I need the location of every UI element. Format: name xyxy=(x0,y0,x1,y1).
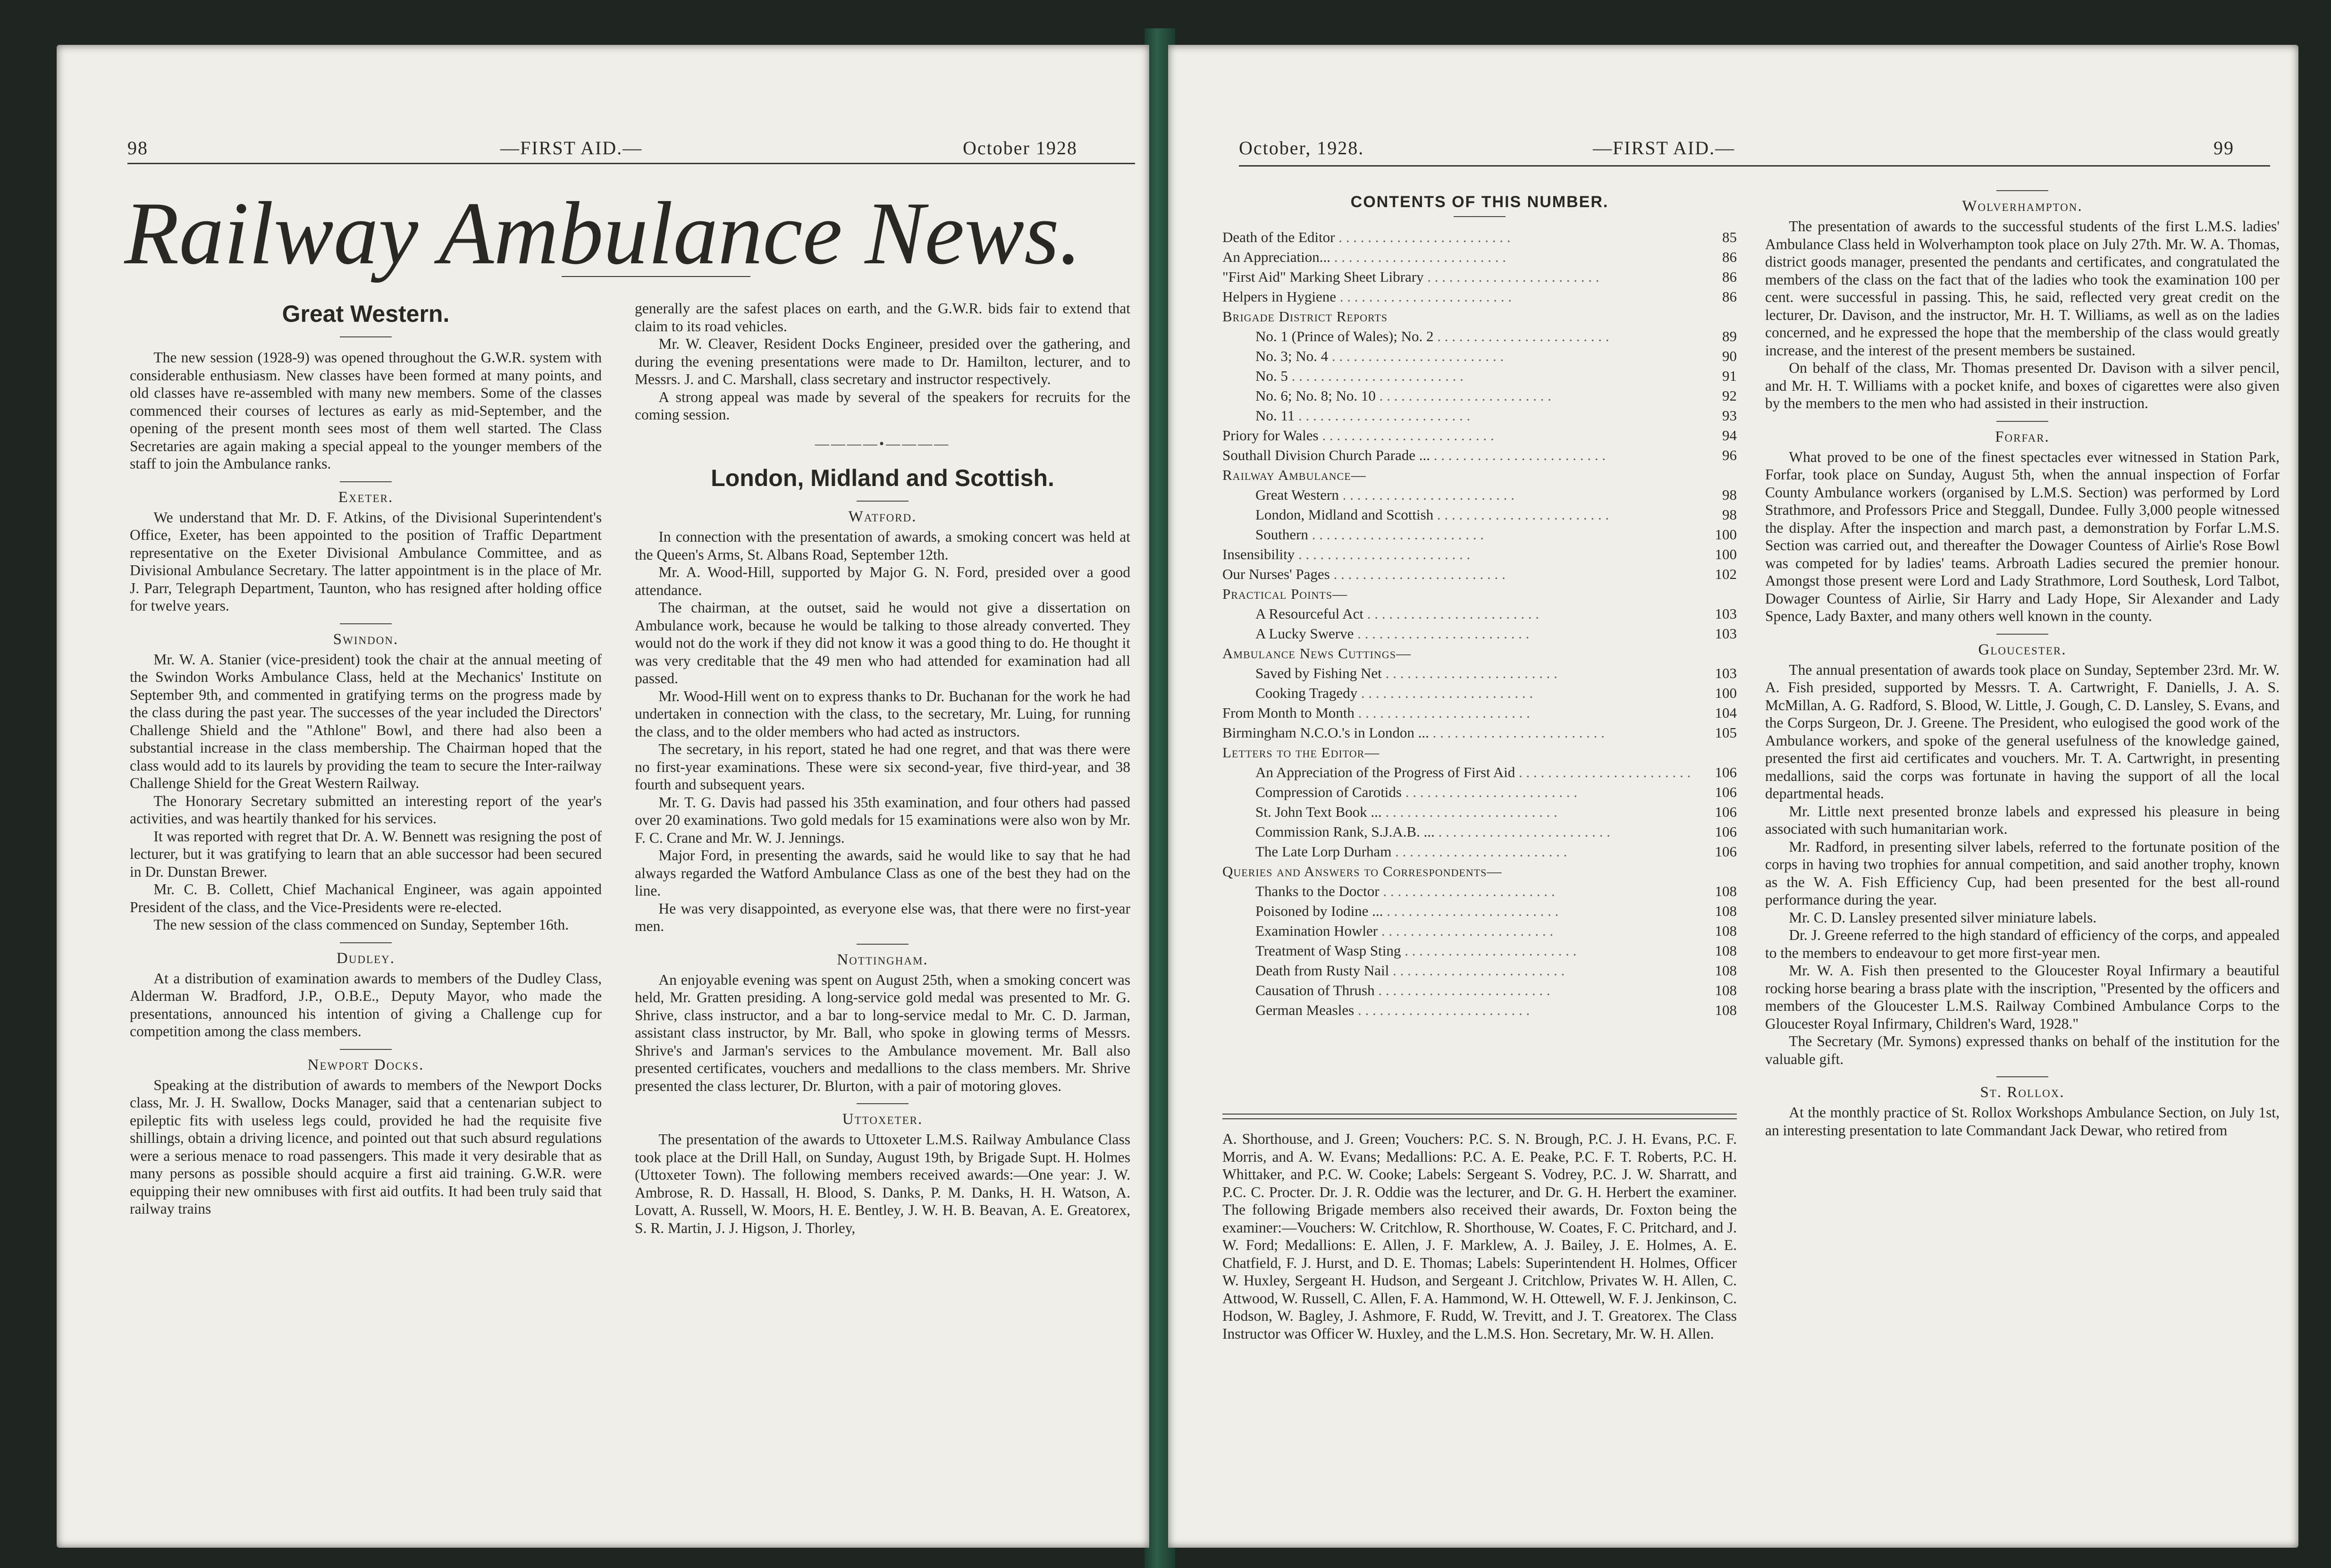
contents-entry-title: Insensibility . . xyxy=(1222,545,1694,564)
contents-entry-title: The Late Lorp Durham . . xyxy=(1222,842,1694,862)
contents-entry xyxy=(1222,703,1737,723)
contents-entry-page: 86 xyxy=(1722,288,1737,305)
contents-entry-title: Death of the Editor . . xyxy=(1222,227,1694,247)
contents-entry-page: 93 xyxy=(1722,407,1737,424)
masthead-rule xyxy=(562,276,750,277)
right-date: October, 1928. xyxy=(1239,137,1364,159)
article-paragraph: The secretary, in his report, stated he had one regret, and that was there were no first-year examinations. These were six second-year, five third-year, and 38 fourth and subsequent years. xyxy=(635,741,1130,793)
subsection-rule xyxy=(857,1103,909,1104)
contents-entry xyxy=(1222,584,1737,604)
contents-entry-title: Railway Ambulance— xyxy=(1222,466,1366,483)
article-paragraph: At a distribution of examination awards to members of the Dudley Class, Alderman W. Bradford, J.P., O.B.E., Deputy Mayor, who made the presentations, announced his intention of giving a Challenge cup for competition among the class members. xyxy=(130,970,602,1040)
article-paragraph: The Honorary Secretary submitted an interesting report of the year's activities, and was heartily thanked for his services. xyxy=(130,792,602,827)
article-paragraph: Mr. A. Wood-Hill, supported by Major G. N. Ford, presided over a good attendance. xyxy=(635,564,1130,598)
contents-entry-title: St. John Text Book ... . . xyxy=(1222,802,1694,822)
contents-entry xyxy=(1222,525,1737,545)
contents-entry xyxy=(1222,881,1737,901)
contents-entry-title: A Lucky Swerve . . xyxy=(1222,624,1694,644)
contents-entry-page: 106 xyxy=(1715,783,1737,800)
contents-entry-page: 108 xyxy=(1715,962,1737,979)
contents-entry xyxy=(1222,564,1737,584)
contents-entry xyxy=(1222,307,1737,327)
article-paragraph: The annual presentation of awards took place on Sunday, September 23rd. Mr. W. A. Fish presided, supported by Messrs. T. A. Cartwright, F. Daniells, J. A. S. McMillan, A. G. Radford, S. Blood, W. Little, J. Gough, C. D. Lansley, S. Evans, and the Corps Surgeon, Dr. J. Greene. The President, who eulogised the good work of the Ambulance workers, and spoke of the general usefulness of the knowledge gained, presented the first aid certificates and vouchers. Mr. T. A. Cartwright, in presenting medallions, said the corps was fortunate in having the support of all the local departmental heads. xyxy=(1765,661,2280,802)
contents-entry-title: No. 6; No. 8; No. 10 . . xyxy=(1222,386,1694,406)
contents-entry xyxy=(1222,624,1737,644)
contents-entry-page: 98 xyxy=(1722,506,1737,523)
subsection-heading: St. Rollox. xyxy=(1980,1084,2065,1101)
contents-entry-page: 92 xyxy=(1722,387,1737,404)
contents-entry-title: Treatment of Wasp Sting . . xyxy=(1222,941,1694,961)
contents-entry xyxy=(1222,327,1737,346)
left-date: October 1928 xyxy=(963,137,1077,159)
contents-entry xyxy=(1222,842,1737,862)
contents-entry xyxy=(1222,366,1737,386)
right-header-rule xyxy=(1239,165,2270,167)
subsection-heading: Newport Docks. xyxy=(307,1056,424,1073)
contents-entry xyxy=(1222,663,1737,683)
left-page-number: 98 xyxy=(127,137,148,159)
contents-entry-page xyxy=(1694,465,1737,485)
contents-entry-page xyxy=(1694,743,1737,763)
article-paragraph: The presentation of awards to the successful students of the first L.M.S. ladies' Ambulance Class held in Wolverhampton took place on July 27th. Mr. W. A. Thomas, district goods manager, presented the pendants and certificates, and congratulated the members of the class on the fact that of the ladies who took the examination 100 per cent. were successful in passing. This, he said, reflected very great credit on the lecturer, Dr. Davison, and the instructor, Mr. H. T. Williams, as well as on the ladies concerned, and he expressed the hope that the membership of the class would greatly increase, and the interest of the present members be sustained. xyxy=(1765,218,2280,359)
contents-entry-page: 100 xyxy=(1715,526,1737,543)
subsection-rule xyxy=(340,1049,392,1050)
contents-box xyxy=(1222,193,1737,1020)
section-rule xyxy=(340,336,392,337)
contents-entry xyxy=(1222,921,1737,941)
contents-entry-title: Our Nurses' Pages . . xyxy=(1222,564,1694,584)
contents-entry-title: Birmingham N.C.O.'s in London ... . . xyxy=(1222,723,1694,743)
article-paragraph: We understand that Mr. D. F. Atkins, of the Divisional Superintendent's Office, Exeter, has been appointed to the position of Traffic Department representative on the Exeter Divisional Ambulance Committee, and as Divisional Ambulance Secretary. The latter appointment is in the place of Mr. J. Parr, Telegraph Department, Taunton, who has resigned after holding office for twelve years. xyxy=(130,509,602,614)
article-paragraph: Mr. W. A. Stanier (vice-president) took the chair at the annual meeting of the Swindon Works Ambulance Class, held at the Mechanics' Institute on September 9th, and commented in gratifying terms on the progress made by the class during the past year. The successes of the year included the Directors' Challenge Shield and the "Athlone" Bowl, and there had also been a substantial increase in the class membership. The Chairman hoped that the class would add to its laurels by providing the team to secure the Inter-railway Challenge Shield for the Great Western Railway. xyxy=(130,651,602,791)
contents-entry-page: 85 xyxy=(1722,228,1737,245)
awards-list-paragraph: A. Shorthouse, and J. Green; Vouchers: P.C. S. N. Brough, P.C. J. H. Evans, P.C. F. Morris, and A. W. Evans; Medallions: P.C. A. E. Peake, P.C. F. T. Roberts, P.C. H. Whittaker, and P.C. W. Cooke; Labels: Sergeant S. Vodrey, P.C. J. W. Sharratt, and P.C. C. Procter. Dr. J. R. Oddie was the lecturer, and Dr. G. H. Herbert the examiner. The following Brigade members also received their awards, Dr. Foxton being the examiner:—Vouchers: W. Critchlow, R. Shorthouse, W. Coates, F. C. Pritchard, and J. W. Ford; Medallions: E. Allen, J. F. Marklew, A. J. Bailey, J. E. Holmes, A. E. Chatfield, F. J. Hurst, and D. E. Thomas; Labels: Superintendent H. Holmes, Officer W. Huxley, Sergeant H. Hudson, and Sergeant J. Critchlow, Privates W. H. Allen, C. Attwood, W. Russell, C. Allen, F. A. Hammond, W. H. Ottewell, W. F. J. Jenkinson, C. Hodson, W. Bagley, J. Ashmore, F. Rudd, W. Trevitt, and J. T. Greatorex. The Class Instructor was Officer W. Huxley, and the L.M.S. Hon. Secretary, Mr. W. H. Allen. xyxy=(1222,1131,1737,1342)
subsection-rule xyxy=(340,623,392,624)
left-column-2 xyxy=(635,300,1130,1237)
contents-list xyxy=(1222,227,1737,1020)
contents-entry-page: 96 xyxy=(1722,446,1737,463)
article-paragraph: A strong appeal was made by several of the speakers for recruits for the coming session. xyxy=(635,388,1130,423)
article-paragraph: The Secretary (Mr. Symons) expressed thanks on behalf of the institution for the valuable gift. xyxy=(1765,1033,2280,1067)
subsection-rule xyxy=(340,942,392,943)
right-column-1-continuation xyxy=(1222,1130,1737,1342)
contents-entry-title: Death from Rusty Nail . . xyxy=(1222,961,1694,981)
contents-entry-page: 108 xyxy=(1715,902,1737,919)
subsection-rule xyxy=(340,481,392,482)
subsection-heading: Exeter. xyxy=(338,488,394,506)
subsection-heading: Forfar. xyxy=(1995,428,2050,445)
contents-entry-title: Brigade District Reports xyxy=(1222,308,1388,325)
contents-entry xyxy=(1222,723,1737,743)
article-paragraph: Mr. Little next presented bronze labels and expressed his pleasure in being associated with such humanitarian work. xyxy=(1765,803,2280,837)
contents-entry-page: 91 xyxy=(1722,367,1737,384)
contents-entry xyxy=(1222,683,1737,703)
contents-entry-page: 104 xyxy=(1715,704,1737,721)
subsection-heading: Dudley. xyxy=(336,949,395,967)
contents-entry-page: 106 xyxy=(1715,763,1737,780)
contents-entry xyxy=(1222,862,1737,881)
left-header-rule xyxy=(127,163,1135,164)
subsection-heading: Uttoxeter. xyxy=(842,1111,923,1128)
contents-entry-title: A Resourceful Act . . xyxy=(1222,604,1694,624)
contents-entry-title: An Appreciation of the Progress of First Aid . . xyxy=(1222,763,1694,782)
contents-entry-title: No. 1 (Prince of Wales); No. 2 . . xyxy=(1222,327,1694,346)
contents-entry xyxy=(1222,445,1737,465)
contents-entry xyxy=(1222,247,1737,267)
contents-entry xyxy=(1222,901,1737,921)
contents-entry-title: Ambulance News Cuttings— xyxy=(1222,645,1411,662)
contents-entry xyxy=(1222,465,1737,485)
contents-entry xyxy=(1222,346,1737,366)
subsection-heading: Gloucester. xyxy=(1978,641,2067,658)
article-paragraph: At the monthly practice of St. Rollox Workshops Ambulance Section, on July 1st, an interesting presentation to late Commandant Jack Dewar, who retired from xyxy=(1765,1104,2280,1139)
subsection-rule xyxy=(1996,634,2048,635)
contents-entry-title: Examination Howler . . xyxy=(1222,921,1694,941)
contents-entry-title: Compression of Carotids . . xyxy=(1222,782,1694,802)
contents-entry-page: 108 xyxy=(1715,1001,1737,1018)
contents-bottom-rule-2 xyxy=(1222,1118,1737,1119)
article-paragraph: Mr. W. Cleaver, Resident Docks Engineer, presided over the gathering, and during the evening presentations were made to Dr. Hamilton, lecturer, and to Messrs. J. and C. Marshall, class secretary and instructor respectively. xyxy=(635,335,1130,387)
right-column-2 xyxy=(1765,182,2280,1139)
contents-entry xyxy=(1222,604,1737,624)
contents-bottom-rule xyxy=(1222,1114,1737,1115)
subsection-heading: Wolverhampton. xyxy=(1962,198,2083,215)
contents-entry-page: 106 xyxy=(1715,843,1737,860)
contents-entry-page: 108 xyxy=(1715,922,1737,939)
subsection-rule xyxy=(1996,190,2048,191)
section-heading: Great Western. xyxy=(282,301,450,327)
section-heading: London, Midland and Scottish. xyxy=(711,465,1054,491)
contents-entry-page xyxy=(1694,584,1737,604)
contents-entry-page: 108 xyxy=(1715,942,1737,959)
contents-entry xyxy=(1222,227,1737,247)
contents-entry-title: Helpers in Hygiene . . xyxy=(1222,287,1694,307)
article-paragraph: The presentation of the awards to Uttoxeter L.M.S. Railway Ambulance Class took place at the Drill Hall, on Sunday, August 19th, by Brigade Supt. H. Holmes (Uttoxeter Town). The following members received awards:—One year: J. W. Ambrose, R. D. Hassall, H. Blood, S. Danks, P. M. Danks, H. H. Watson, A. Lovatt, A. Russell, W. Moors, H. E. Bentley, J. W. H. B. Beavan, A. E. Greatorex, S. R. Martin, J. J. Higson, J. Thorley, xyxy=(635,1131,1130,1236)
contents-entry-page: 103 xyxy=(1715,605,1737,622)
contents-entry xyxy=(1222,941,1737,961)
contents-entry xyxy=(1222,981,1737,1000)
contents-entry-page: 103 xyxy=(1715,625,1737,642)
subsection-rule xyxy=(1996,421,2048,422)
article-paragraph: It was reported with regret that Dr. A. W. Bennett was resigning the post of lecturer, but it was gratifying to learn that an able successor had been secured in Dr. Dunstan Brewer. xyxy=(130,828,602,880)
article-paragraph: The new session of the class commenced on Sunday, September 16th. xyxy=(153,916,569,933)
contents-entry xyxy=(1222,267,1737,287)
contents-entry xyxy=(1222,763,1737,782)
article-paragraph: The chairman, at the outset, said he would not give a dissertation on Ambulance work, because he would be talking to those already converted. They would not do the work if they did not know it was a good thing to do. He thought it was very creditable that the 49 men who had attended for examination had all passed. xyxy=(635,599,1130,687)
article-paragraph: Mr. Radford, in presenting silver labels, referred to the fortunate position of the corps in having two trophies for annual competition, and said another trophy, known as the W. A. Fish Efficiency Cup, had been presented for the best all-round performance during the year. xyxy=(1765,838,2280,908)
left-column-1 xyxy=(130,300,602,1218)
contents-entry-page: 94 xyxy=(1722,427,1737,444)
subsection-heading: Watford. xyxy=(848,508,917,525)
contents-entry-page xyxy=(1694,862,1737,881)
left-running-title: —FIRST AID.— xyxy=(500,137,643,159)
contents-entry-page: 86 xyxy=(1722,268,1737,285)
article-paragraph: In connection with the presentation of awards, a smoking concert was held at the Queen's Arms, St. Albans Road, September 12th. xyxy=(635,528,1130,563)
contents-entry-page: 106 xyxy=(1715,823,1737,840)
contents-entry xyxy=(1222,545,1737,564)
contents-entry-page: 105 xyxy=(1715,724,1737,741)
section-divider: ————•———— xyxy=(815,436,951,452)
contents-entry-title: Southern . . xyxy=(1222,525,1694,545)
contents-entry xyxy=(1222,822,1737,842)
contents-entry xyxy=(1222,782,1737,802)
contents-entry xyxy=(1222,802,1737,822)
contents-entry-title: No. 5 . . xyxy=(1222,366,1694,386)
contents-entry xyxy=(1222,1000,1737,1020)
contents-entry xyxy=(1222,644,1737,663)
article-paragraph: An enjoyable evening was spent on August 25th, when a smoking concert was held, Mr. Gratten presiding. A long-service gold medal was presented to Mr. G. Shrive, class instructor, and a bar to long-service medal to Mr. C. D. Jarman, assistant class instructor, by Mr. Ball, who spoke in glowing terms of Messrs. Shrive's and Jarman's services to the Ambulance movement. Mr. Ball also presented certificates, vouchers and medallions to the class members. Mr. Shrive presented the class lecturer, Dr. Blurton, with a pair of motoring gloves. xyxy=(635,971,1130,1094)
article-paragraph: He was very disappointed, as everyone else was, that there were no first-year men. xyxy=(635,900,1130,934)
contents-entry xyxy=(1222,386,1737,406)
article-paragraph: generally are the safest places on earth, and the G.W.R. bids fair to extend that claim to its road vehicles. xyxy=(635,300,1130,335)
left-page xyxy=(57,45,1149,1548)
article-paragraph: Mr. C. B. Collett, Chief Machanical Engineer, was again appointed President of the class, and the Vice-Presidents were re-elected. xyxy=(130,881,602,915)
contents-entry-page: 106 xyxy=(1715,803,1737,820)
right-running-title: —FIRST AID.— xyxy=(1593,137,1735,159)
contents-entry xyxy=(1222,743,1737,763)
contents-entry-title: Great Western . . xyxy=(1222,485,1694,505)
subsection-heading: Nottingham. xyxy=(837,951,928,968)
contents-entry-title: Saved by Fishing Net . . xyxy=(1222,663,1694,683)
contents-entry xyxy=(1222,406,1737,426)
contents-entry-page: 102 xyxy=(1715,565,1737,582)
contents-entry-title: Poisoned by Iodine ... . . xyxy=(1222,901,1694,921)
contents-entry xyxy=(1222,287,1737,307)
contents-entry-title: Southall Division Church Parade ... . . xyxy=(1222,445,1694,465)
contents-entry-page: 86 xyxy=(1722,248,1737,265)
contents-entry-title: Priory for Wales . . xyxy=(1222,426,1694,445)
contents-entry-title: Cooking Tragedy . . xyxy=(1222,683,1694,703)
article-paragraph: Mr. T. G. Davis had passed his 35th examination, and four others had passed over 20 examinations. Two gold medals for 15 examinations were also won by Mr. F. C. Crane and Mr. W. J. Jennings. xyxy=(635,794,1130,846)
contents-entry-title: London, Midland and Scottish . . xyxy=(1222,505,1694,525)
contents-entry-page: 108 xyxy=(1715,882,1737,899)
contents-entry-page: 100 xyxy=(1715,684,1737,701)
article-paragraph: What proved to be one of the finest spectacles ever witnessed in Station Park, Forfar, took place on Sunday, August 5th, when the annual inspection of Forfar County Ambulance workers (organised by L.M.S. Section) was performed by Lord Strathmore, and Professors Price and Steggall, Dundee. Fully 3,000 people witnessed the display. After the inspection and march past, a demonstration by Forfar L.M.S. Section was carried out, and thereafter the Dowager Countess of Airlie's Rose Bowl was competed for by ladies' teams. Arbroath Ladies secured the premier honour. Amongst those present were Lord and Lady Strathmore, Lord Southesk, Lord Talbot, Dowager Countess of Airlie, Sir Harry and Lady Hope, Sir Alexander and Lady Spence, Lady Baxter, and many others well known in the county. xyxy=(1765,448,2280,624)
subsection-rule xyxy=(857,501,909,502)
article-paragraph: Major Ford, in presenting the awards, said he would like to say that he had always regarded the Watford Ambulance Class as one of the best they had on the line. xyxy=(635,847,1130,899)
contents-entry-page: 103 xyxy=(1715,664,1737,681)
contents-entry-title: An Appreciation... . . xyxy=(1222,247,1694,267)
subsection-rule xyxy=(1996,1076,2048,1077)
contents-entry xyxy=(1222,426,1737,445)
contents-entry-page xyxy=(1694,644,1737,663)
subsection-rule xyxy=(857,944,909,945)
contents-entry-title: Letters to the Editor— xyxy=(1222,744,1380,761)
article-paragraph: The new session (1928-9) was opened throughout the G.W.R. system with considerable enthusiasm. New classes have been formed at many points, and old classes have re-assembled with many new members. Some of the classes commenced their courses of lectures as early as mid-September, and the opening of the present month sees most of them well started. The Class Secretaries are again making a special appeal to the younger members of the staff to join the Ambulance ranks. xyxy=(130,349,602,472)
subsection-heading: Swindon. xyxy=(333,630,399,648)
right-page xyxy=(1168,45,2298,1548)
contents-entry xyxy=(1222,505,1737,525)
contents-entry-title: Queries and Answers to Correspondents— xyxy=(1222,863,1502,880)
contents-title-rule xyxy=(1454,216,1506,217)
contents-entry xyxy=(1222,961,1737,981)
right-page-number: 99 xyxy=(2213,137,2234,159)
contents-entry-title: Practical Points— xyxy=(1222,585,1348,602)
contents-entry-page xyxy=(1694,307,1737,327)
contents-entry-page: 90 xyxy=(1722,347,1737,364)
contents-entry-page: 108 xyxy=(1715,981,1737,998)
contents-entry-title: German Measles . . xyxy=(1222,1000,1694,1020)
article-paragraph: Mr. C. D. Lansley presented silver miniature labels. xyxy=(1789,909,2097,926)
contents-entry-title: Commission Rank, S.J.A.B. ... . . xyxy=(1222,822,1694,842)
contents-title: CONTENTS OF THIS NUMBER. xyxy=(1350,193,1609,211)
contents-entry-title: Causation of Thrush . . xyxy=(1222,981,1694,1000)
contents-entry-page: 98 xyxy=(1722,486,1737,503)
article-paragraph: Dr. J. Greene referred to the high standard of efficiency of the corps, and appealed to the members to endeavour to get more first-year men. xyxy=(1765,927,2280,961)
contents-entry xyxy=(1222,485,1737,505)
contents-entry-title: From Month to Month . . xyxy=(1222,703,1694,723)
contents-entry-page: 89 xyxy=(1722,327,1737,344)
contents-entry-title: Thanks to the Doctor . . xyxy=(1222,881,1694,901)
contents-entry-title: No. 3; No. 4 . . xyxy=(1222,346,1694,366)
contents-entry-title: No. 11 . . xyxy=(1222,406,1694,426)
masthead-title: Railway Ambulance News. xyxy=(124,184,1082,283)
article-paragraph: Mr. W. A. Fish then presented to the Gloucester Royal Infirmary a beautiful rocking horse bearing a brass plate with the inscription, "Presented by the officers and members of the Gloucester L.M.S. Railway Combined Ambulance Corps to the Gloucester Royal Infirmary, Children's Ward, 1928." xyxy=(1765,962,2280,1032)
article-paragraph: Mr. Wood-Hill went on to express thanks to Dr. Buchanan for the work he had undertaken in connection with the class, to the secretary, Mr. Luing, for running the class, and to the older members who had acted as instructors. xyxy=(635,688,1130,740)
article-paragraph: On behalf of the class, Mr. Thomas presented Dr. Davison with a silver pencil, and Mr. H. T. Williams with a pocket knife, and boxes of cigarettes were also given by the members to the men who had assisted in their instruction. xyxy=(1765,360,2280,411)
contents-entry-title: "First Aid" Marking Sheet Library . . xyxy=(1222,267,1694,287)
article-paragraph: Speaking at the distribution of awards to members of the Newport Docks class, Mr. J. H. Swallow, Docks Manager, said that a centenarian subject to epileptic fits with useless legs could, provided he had the requisite five shillings, obtain a driving licence, and pointed out that such absurd regulations were a serious menace to road passengers. This made it very desirable that as many persons as possible should acquire a first aid training. G.W.R. were equipping their new omnibuses with first aid outfits. It had been truly said that railway trains xyxy=(130,1076,602,1217)
contents-entry-page: 100 xyxy=(1715,545,1737,562)
